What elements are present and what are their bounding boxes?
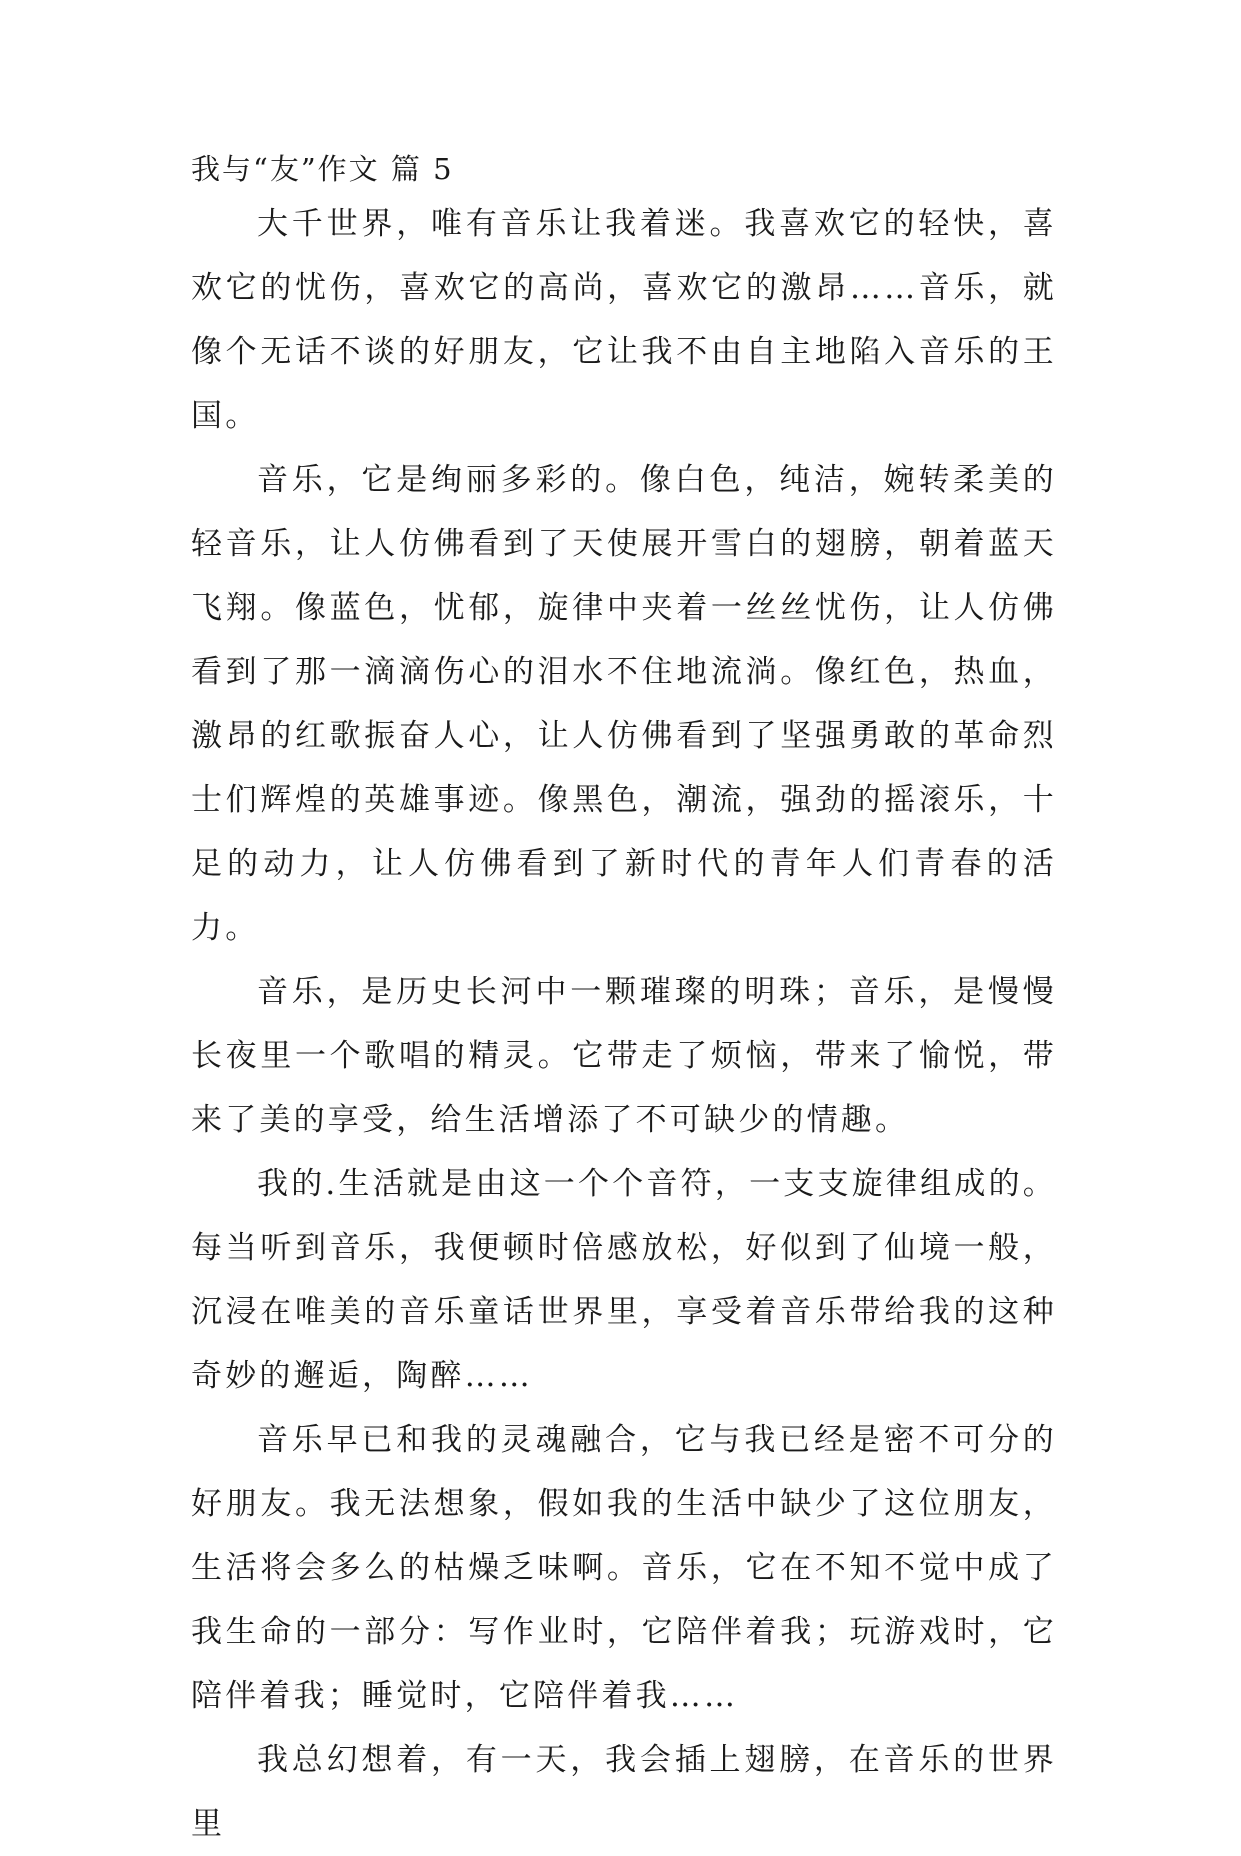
document-page xyxy=(191,150,1057,1856)
document-title: 我与“友”作文 篇 5 xyxy=(191,152,454,186)
paragraph-2: 音乐，它是绚丽多彩的。像白色，纯洁，婉转柔美的轻音乐，让人仿佛看到了天使展开雪白的翅膀，朝着蓝天飞翔。像蓝色，忧郁，旋律中夹着一丝丝忧伤，让人仿佛看到了那一滴滴伤心的泪水不住地流淌。像红色，热血，激昂的红歌振奋人心，让人仿佛看到了坚强勇敢的革命烈士们辉煌的英雄事迹。像黑色，潮流，强劲的摇滚乐，十足的动力，让人仿佛看到了新时代的青年人们青春的活力。 xyxy=(191,462,1057,946)
paragraph-3: 音乐，是历史长河中一颗璀璨的明珠；音乐，是慢慢长夜里一个歌唱的精灵。它带走了烦恼，带来了愉悦，带来了美的享受，给生活增添了不可缺少的情趣。 xyxy=(191,974,1057,1138)
paragraph-1: 大千世界，唯有音乐让我着迷。我喜欢它的轻快，喜欢它的忧伤，喜欢它的高尚，喜欢它的激昂……音乐，就像个无话不谈的好朋友，它让我不由自主地陷入音乐的王国。 xyxy=(191,206,1057,434)
paragraph-5: 音乐早已和我的灵魂融合，它与我已经是密不可分的好朋友。我无法想象，假如我的生活中缺少了这位朋友，生活将会多么的枯燥乏味啊。音乐，它在不知不觉中成了我生命的一部分：写作业时，它陪伴着我；玩游戏时，它陪伴着我；睡觉时，它陪伴着我…… xyxy=(191,1422,1057,1714)
paragraph-6: 我总幻想着，有一天，我会插上翅膀，在音乐的世界里 xyxy=(191,1742,1057,1842)
paragraph-4: 我的.生活就是由这一个个音符，一支支旋律组成的。每当听到音乐，我便顿时倍感放松，好似到了仙境一般，沉浸在唯美的音乐童话世界里，享受着音乐带给我的这种奇妙的邂逅，陶醉…… xyxy=(191,1166,1057,1394)
